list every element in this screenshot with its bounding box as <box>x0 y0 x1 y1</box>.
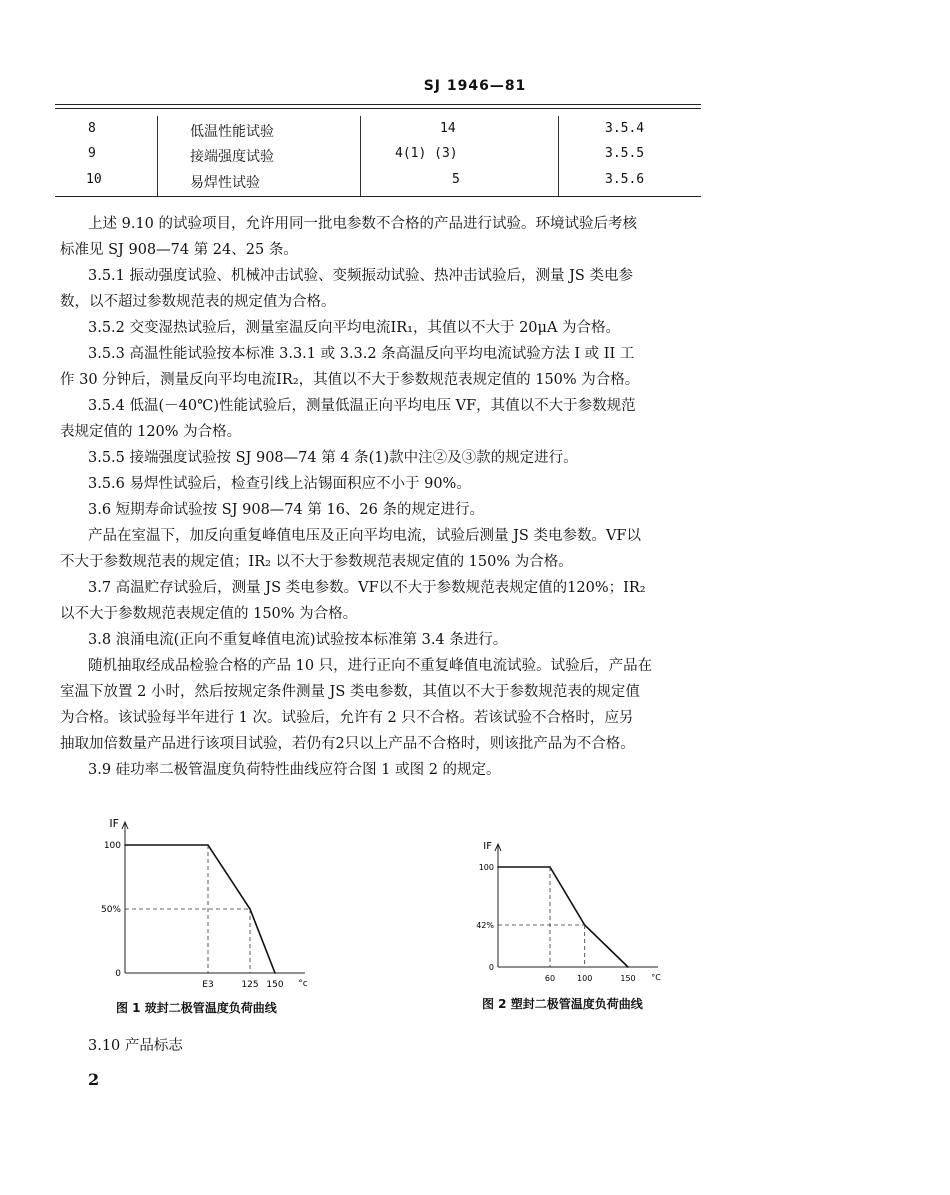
y-axis-label: IF <box>483 841 492 852</box>
figure-1-derating-chart <box>95 815 335 995</box>
body-line: 以不大于参数规范表规定值的 150% 为合格。 <box>60 606 358 622</box>
body-line: 3.8 浪涌电流(正向不重复峰值电流)试验按本标准第 3.4 条进行。 <box>88 632 508 648</box>
table-col-divider <box>558 116 559 196</box>
body-line: 3.5.4 低温(－40℃)性能试验后，测量低温正向平均电压 VF，其值以不大于参数规范 <box>88 398 636 414</box>
x-tick-label: 100 <box>577 974 593 983</box>
test-item: 接端强度试验 <box>190 149 274 165</box>
sample-qty: 4(1) (3) <box>395 146 458 161</box>
body-line: 随机抽取经成品检验合格的产品 10 只，进行正向不重复峰值电流试验。试验后，产品在 <box>88 658 653 674</box>
table-top-rule-2 <box>55 108 701 109</box>
x-tick-label: E3 <box>202 980 214 990</box>
clause-ref: 3.5.5 <box>605 146 645 161</box>
table-top-rule <box>55 104 701 105</box>
row-number: 9 <box>88 146 96 161</box>
figure-2-caption: 图 2 塑封二极管温度负荷曲线 <box>482 997 643 1011</box>
y-tick-label: 0 <box>115 969 121 979</box>
y-tick-label: 50% <box>100 905 121 915</box>
body-line: 3.5.2 交变湿热试验后，测量室温反向平均电流IR₁，其值以不大于 20μA 为合格。 <box>88 320 621 336</box>
body-line: 抽取加倍数量产品进行该项目试验，若仍有2只以上产品不合格时，则该批产品为不合格。 <box>60 736 635 752</box>
body-line: 3.5.5 接端强度试验按 SJ 908—74 第 4 条(1)款中注②及③款的规定进行。 <box>88 450 578 466</box>
page-header: SJ 1946—81 <box>423 78 527 94</box>
x-axis-unit: °c <box>298 979 308 989</box>
curve-point <box>124 844 126 846</box>
clause-ref: 3.5.4 <box>605 121 645 136</box>
body-line: 3.5.1 振动强度试验、机械冲击试验、变频振动试验、热冲击试验后，测量 JS 类电参 <box>88 268 633 284</box>
section-heading: 3.10 产品标志 <box>88 1038 183 1054</box>
figure-1-caption: 图 1 玻封二极管温度负荷曲线 <box>116 1001 277 1015</box>
y-tick-label: 0 <box>488 963 494 972</box>
x-tick-label: 150 <box>266 980 284 990</box>
table-col-divider <box>157 116 158 196</box>
curve-point <box>274 972 276 974</box>
test-item: 易焊性试验 <box>190 175 260 191</box>
y-tick-label: 100 <box>478 863 494 872</box>
table-bottom-rule <box>55 196 701 197</box>
page-number: 2 <box>88 1070 100 1089</box>
y-tick-label: 42% <box>476 921 494 930</box>
body-line: 3.5.3 高温性能试验按本标准 3.3.1 或 3.3.2 条高温反向平均电流试验方法 I 或 II 工 <box>88 346 635 362</box>
body-line: 标准见 SJ 908—74 第 24、25 条。 <box>60 242 298 258</box>
body-line: 室温下放置 2 小时，然后按规定条件测量 JS 类电参数，其值以不大于参数规范表的规定值 <box>60 684 640 700</box>
body-line: 上述 9.10 的试验项目，允许用同一批电参数不合格的产品进行试验。环境试验后考核 <box>88 216 638 232</box>
x-tick-label: 125 <box>241 980 259 990</box>
row-number: 10 <box>86 172 102 187</box>
clause-ref: 3.5.6 <box>605 172 645 187</box>
body-line: 3.9 硅功率二极管温度负荷特性曲线应符合图 1 或图 2 的规定。 <box>88 762 501 778</box>
test-item: 低温性能试验 <box>190 124 274 140</box>
body-line: 为合格。该试验每半年进行 1 次。试验后，允许有 2 只不合格。若该试验不合格时，应另 <box>60 710 634 726</box>
curve-point <box>497 866 499 868</box>
body-line: 表规定值的 120% 为合格。 <box>60 424 242 440</box>
x-tick-label: 60 <box>544 974 556 983</box>
curve-point <box>627 966 629 968</box>
derating-curve <box>498 867 628 967</box>
x-tick-label: 150 <box>620 974 636 983</box>
figure-2-derating-chart <box>472 835 692 985</box>
table-col-divider <box>360 116 361 196</box>
body-line: 产品在室温下，加反向重复峰值电压及正向平均电流，试验后测量 JS 类电参数。VF以 <box>88 528 641 544</box>
body-line: 3.7 高温贮存试验后，测量 JS 类电参数。VF以不大于参数规范表规定值的120%；IR₂ <box>88 580 646 596</box>
x-axis-unit: °C <box>651 973 661 982</box>
body-line: 3.6 短期寿命试验按 SJ 908—74 第 16、26 条的规定进行。 <box>88 502 484 518</box>
body-line: 作 30 分钟后，测量反向平均电流IR₂，其值以不大于参数规范表规定值的 150% 为合格。 <box>60 372 640 388</box>
sample-qty: 5 <box>452 172 460 187</box>
y-axis-label: IF <box>109 817 119 830</box>
y-tick-label: 100 <box>103 841 121 851</box>
body-line: 数，以不超过参数规范表的规定值为合格。 <box>60 294 336 310</box>
sample-qty: 14 <box>440 121 456 136</box>
body-line: 不大于参数规范表的规定值；IR₂ 以不大于参数规范表规定值的 150% 为合格。 <box>60 554 573 570</box>
row-number: 8 <box>88 121 96 136</box>
body-line: 3.5.6 易焊性试验后，检查引线上沾锡面积应不小于 90%。 <box>88 476 471 492</box>
